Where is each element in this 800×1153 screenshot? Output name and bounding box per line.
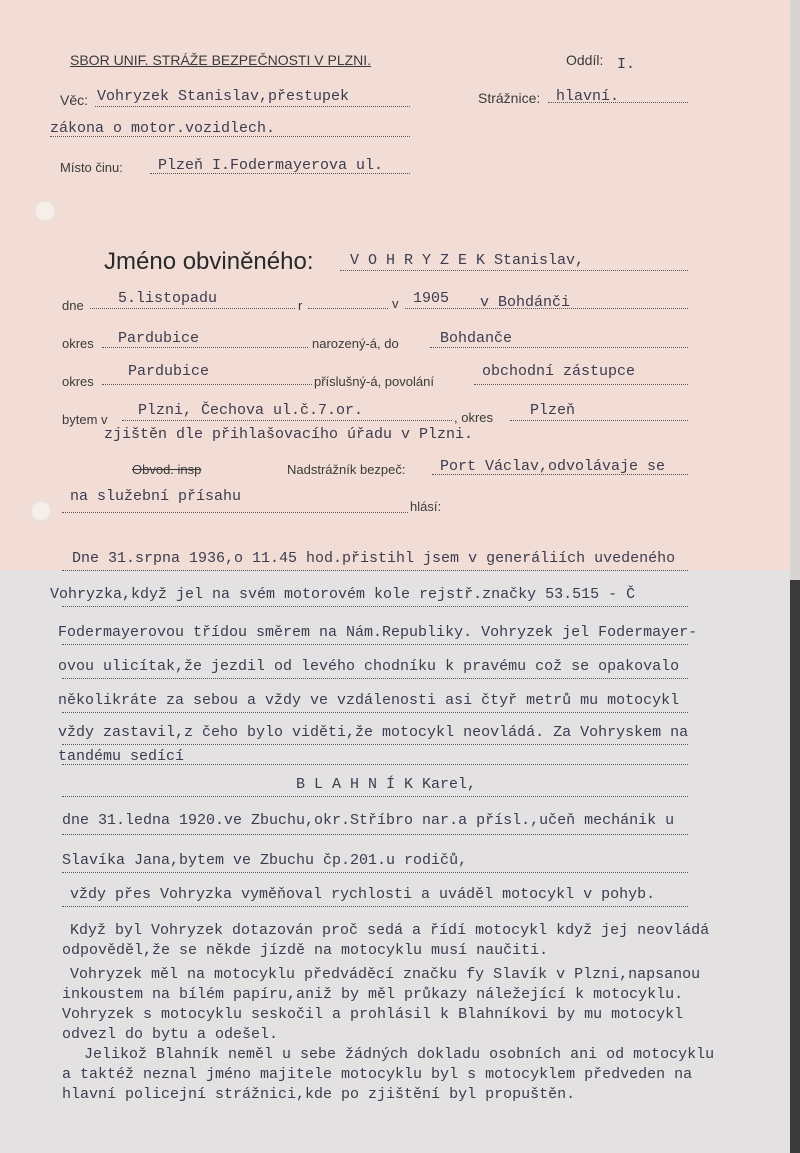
accused-name-value: V O H R Y Z E K Stanislav, — [350, 252, 585, 269]
final-line: odpověděl,že se někde jízdě na motocyklu musí naučiti. — [62, 942, 549, 959]
bytem-label: bytem v — [62, 412, 108, 427]
report-line: Fodermayerovou třídou směrem na Nám.Republiky. Vohryzek jel Fodermayer- — [58, 624, 698, 641]
report-line: vždy zastavil,z čeho bylo viděti,že motocykl neovládá. Za Vohryskem na — [58, 724, 689, 741]
officer-value: Port Václav,odvolávaje se — [440, 458, 666, 475]
corps-heading: SBOR UNIF. STRÁŽE BEZPEČNOSTI V PLZNI. — [70, 52, 372, 68]
oddil-label: Oddíl: — [566, 52, 604, 68]
zjisten-text: zjištěn dle přihlašovacího úřadu v Plzni. — [104, 426, 474, 443]
report-line: několikráte za sebou a vždy ve vzdálenosti asi čtyř metrů mu motocykl — [58, 692, 680, 709]
straznice-value: hlavní. — [556, 88, 620, 105]
final-line: Vohryzek s motocyklu seskočil a prohlásil k Blahníkovi by mu motocykl — [62, 1006, 684, 1023]
final-line: Vohryzek měl na motocyklu předváděcí značku fy Slavík v Plzni,napsanou — [70, 966, 701, 983]
final-line: Když byl Vohryzek dotazován proč sedá a řídí motocykl když jej neovládá — [70, 922, 710, 939]
final-line: Jelikož Blahník neměl u sebe žádných dokladu osobních ani od motocyklu — [84, 1046, 715, 1063]
obvod-label-struck: Obvod. insp — [132, 462, 202, 477]
vec-value-2: zákona o motor.vozidlech. — [50, 120, 276, 137]
narozeny-value: Bohdanče — [440, 330, 513, 347]
misto-label: Místo činu: — [60, 160, 123, 175]
birthplace-value: v Bohdánči — [480, 294, 571, 311]
okres-label: , okres — [454, 410, 494, 425]
r-label: r — [298, 298, 303, 313]
okres-value: Pardubice — [118, 330, 200, 347]
nadstraznik-label: Nadstrážník bezpeč: — [287, 462, 406, 477]
final-line: hlavní policejní strážnici,kde po zjištění byl propuštěn. — [62, 1086, 576, 1103]
dne-label: dne — [62, 298, 84, 313]
punch-hole — [34, 200, 56, 222]
report-line: tandému sedící — [58, 748, 185, 765]
accused-name-label: Jméno obviněného: — [104, 248, 314, 275]
narozeny-label: narozený-á, do — [312, 336, 399, 351]
hlasi-label: hlásí: — [410, 499, 442, 514]
year-value: 1905 — [413, 290, 450, 307]
prisaha-value: na služební přísahu — [70, 488, 242, 505]
bytem-value: Plzni, Čechova ul.č.7.or. — [138, 402, 364, 419]
misto-value: Plzeň I.Fodermayerova ul. — [158, 157, 384, 174]
okres-label: okres — [62, 374, 94, 389]
oddil-value: I. — [617, 56, 636, 73]
second-person-line: dne 31.ledna 1920.ve Zbuchu,okr.Stříbro nar.a přísl.,učeň mechánik u — [62, 812, 675, 829]
vec-value-1: Vohryzek Stanislav,přestupek — [97, 88, 350, 105]
v-label: v — [392, 296, 399, 311]
second-person-line: Slavíka Jana,bytem ve Zbuchu čp.201.u rodičů, — [62, 852, 468, 869]
povolani-value: obchodní zástupce — [482, 363, 636, 380]
straznice-label: Strážnice: — [478, 90, 541, 106]
report-line: Dne 31.srpna 1936,o 11.45 hod.přistihl jsem v generáliích uvedeného — [72, 550, 676, 567]
vec-label: Věc: — [60, 92, 89, 108]
prislusny-label: příslušný-á, povolání — [314, 374, 434, 389]
second-person-line: vždy přes Vohryzka vyměňoval rychlosti a uváděl motocykl v pohyb. — [70, 886, 656, 903]
report-line: ovou ulicítak,že jezdil od levého chodníku k pravému což se opakovalo — [58, 658, 680, 675]
punch-hole — [30, 500, 52, 522]
final-line: inkoustem na bílém papíru,aniž by měl průkazy náležející k motocyklu. — [62, 986, 684, 1003]
dne-value: 5.listopadu — [118, 290, 218, 307]
okres-value: Plzeň — [530, 402, 576, 419]
second-person-name: B L A H N Í K Karel, — [296, 776, 477, 793]
final-line: odvezl do bytu a odešel. — [62, 1026, 279, 1043]
scan-background — [790, 580, 800, 1153]
okres-label: okres — [62, 336, 94, 351]
form-area — [0, 0, 790, 570]
report-line: Vohryzka,když jel na svém motorovém kole rejstř.značky 53.515 - Č — [50, 586, 636, 603]
final-line: a taktéž neznal jméno majitele motocyklu byl s motocyklem předveden na — [62, 1066, 693, 1083]
okres-value: Pardubice — [128, 363, 210, 380]
